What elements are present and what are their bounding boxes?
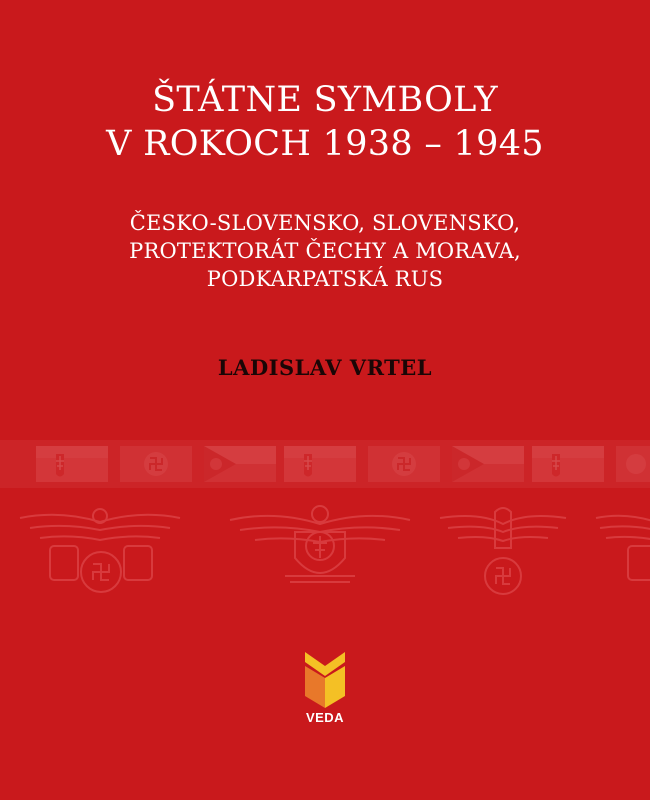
publisher-name: VEDA <box>305 710 345 725</box>
partial-emblem-icon <box>596 516 650 580</box>
flag-icon <box>616 446 650 482</box>
swastika-flag-icon <box>368 446 440 482</box>
subtitle-line-2: PROTEKTORÁT ČECHY A MORAVA, <box>129 239 521 263</box>
protectorate-flag-icon <box>452 446 524 482</box>
protectorate-flag-icon <box>204 446 276 482</box>
slovak-flag-icon <box>284 446 356 482</box>
slovak-flag-icon <box>36 446 108 482</box>
slovak-eagle-emblem-icon <box>230 506 410 582</box>
book-title <box>0 78 650 166</box>
title-line-2: V ROKOCH 1938 – 1945 <box>106 124 544 164</box>
protectorate-eagle-emblem-icon <box>20 509 180 592</box>
subtitle-line-1: ČESKO-SLOVENSKO, SLOVENSKO, <box>129 211 521 235</box>
swastika-flag-icon <box>120 446 192 482</box>
book-subtitle <box>0 209 650 293</box>
emblem-row <box>0 498 650 608</box>
flag-band <box>0 440 650 488</box>
subtitle-line-3: PODKARPATSKÁ RUS <box>206 267 444 291</box>
slovak-flag-icon <box>532 446 604 482</box>
reich-eagle-emblem-icon <box>440 508 566 594</box>
title-line-1: ŠTÁTNE SYMBOLY <box>152 80 498 120</box>
book-author: LADISLAV VRTEL <box>217 355 433 380</box>
